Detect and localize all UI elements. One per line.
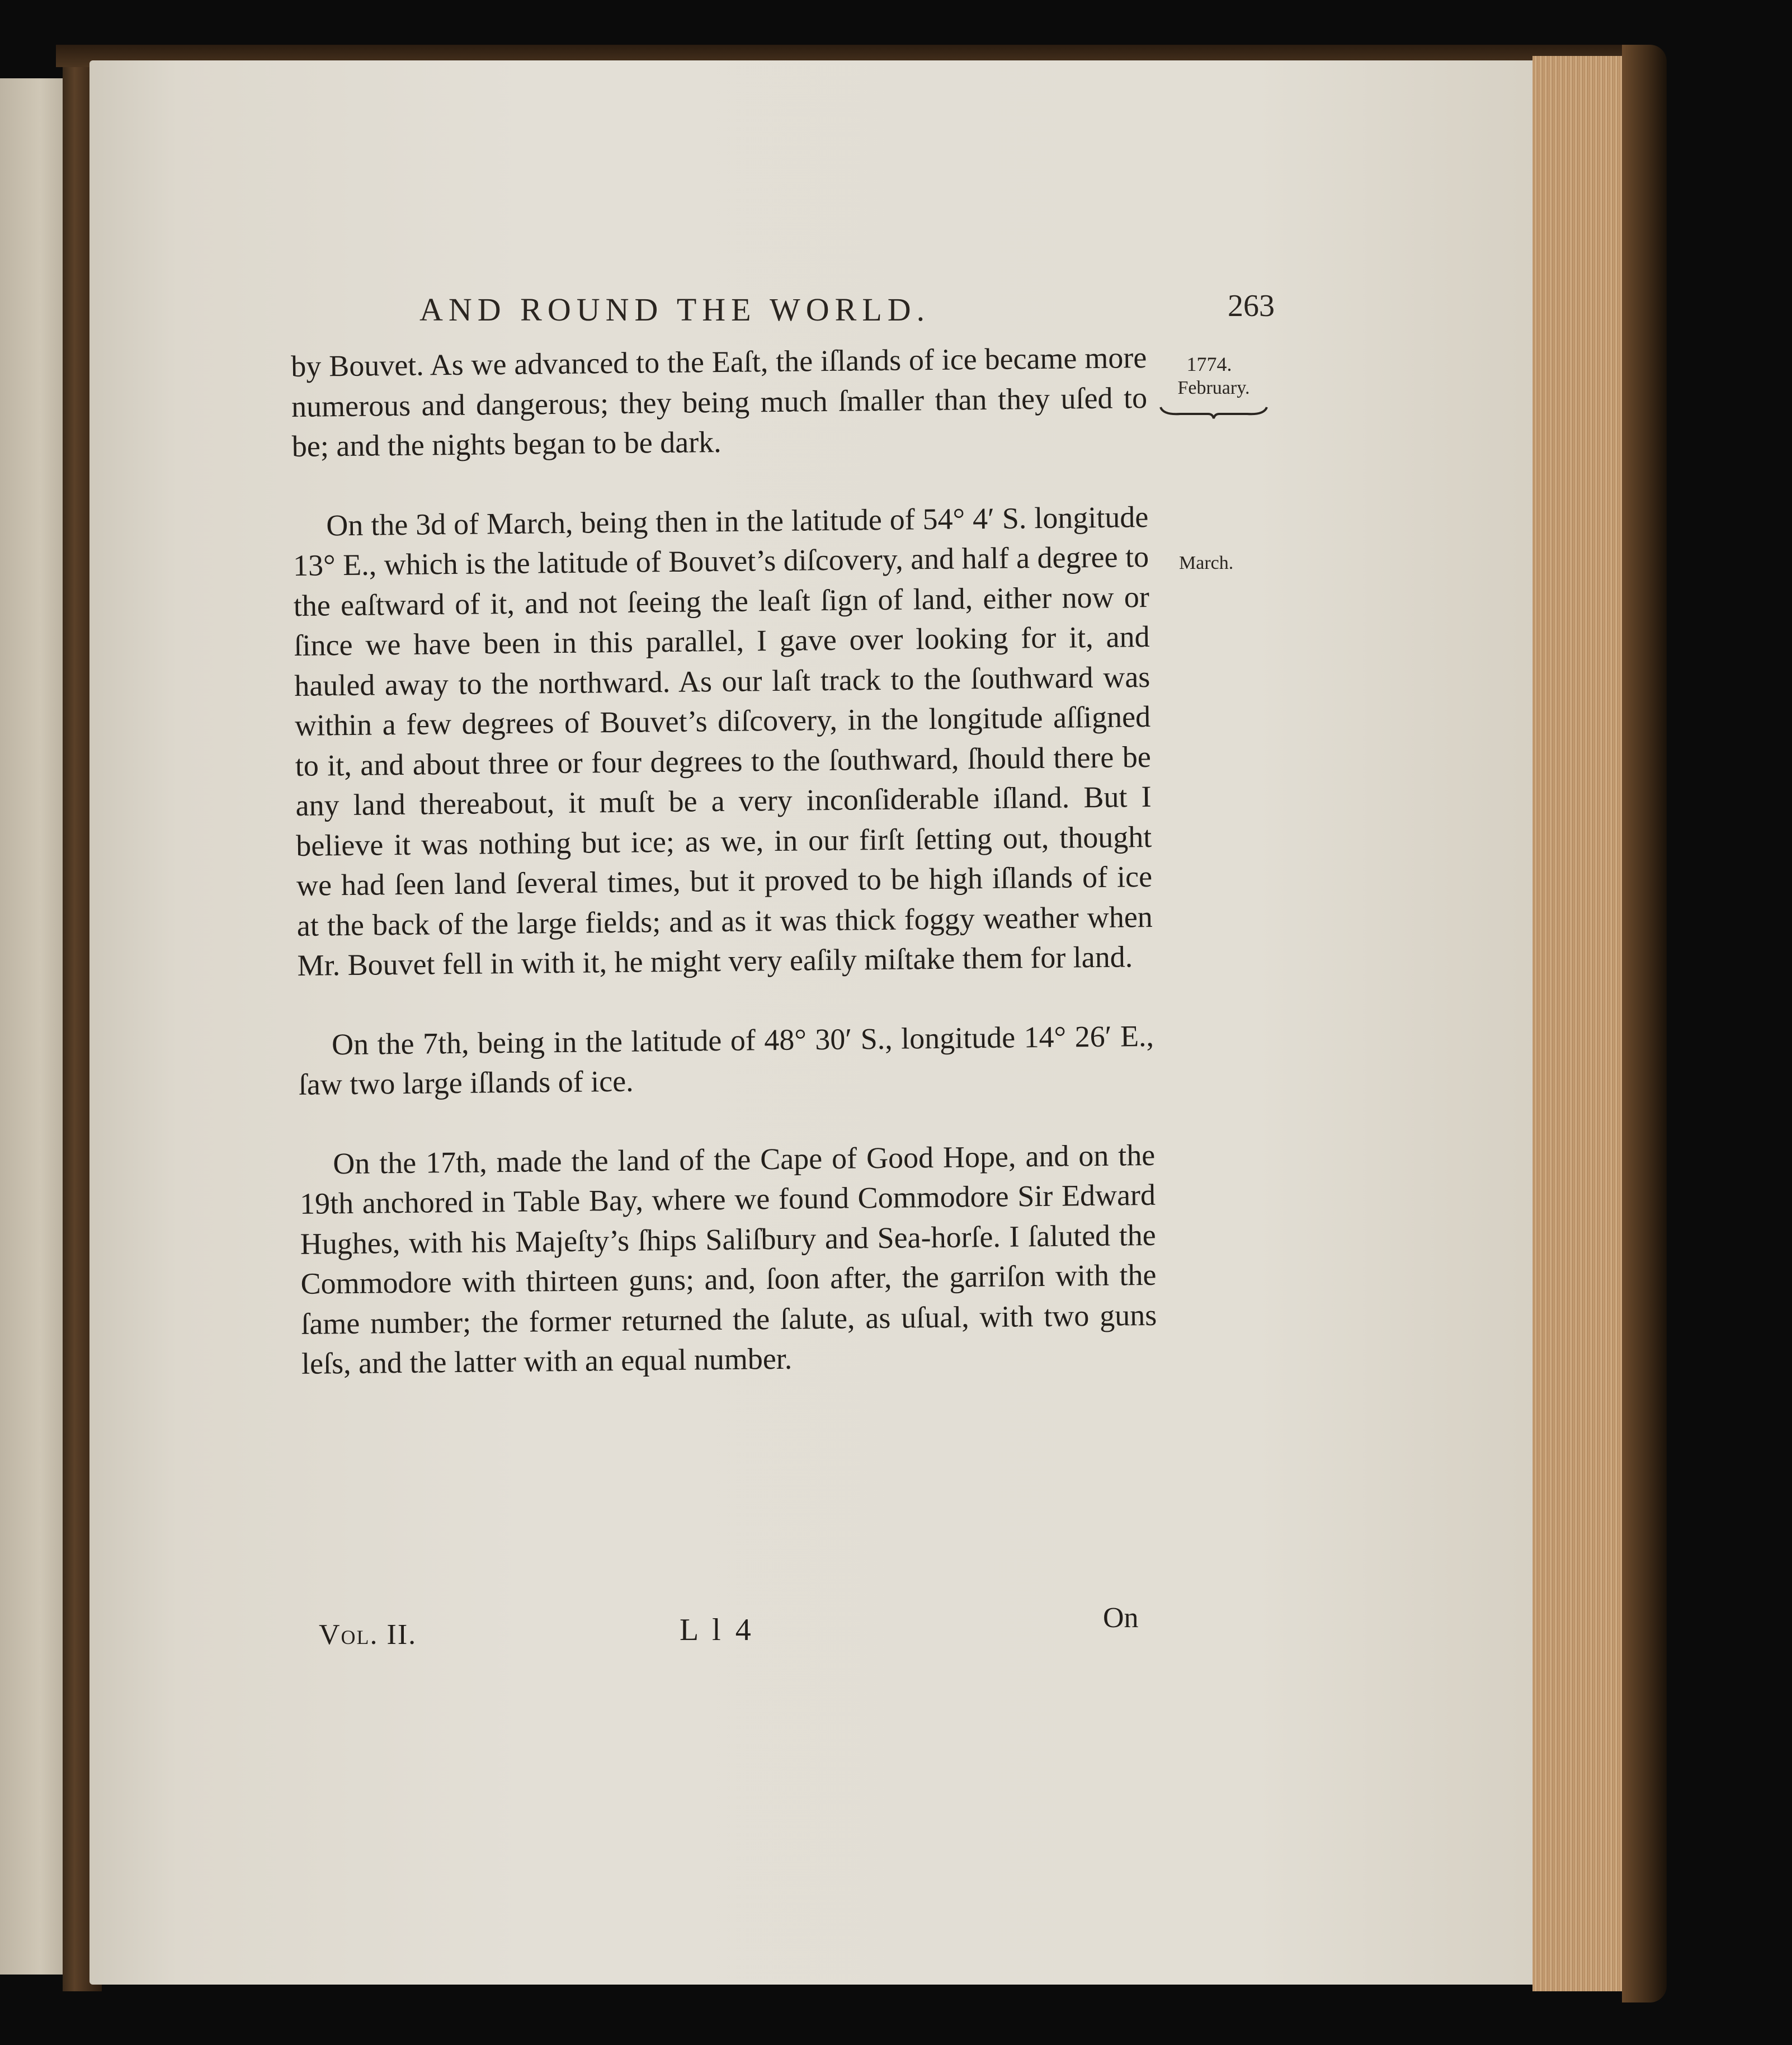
paragraph-1: by Bouvet. As we advanced to the Eaſt, the iſlands of ice became more numerous and dangerous; they being much ſmaller than they uſed to be; and the nights began to be dark.: [291, 340, 1148, 463]
paragraph-2: On the 3d of March, being then in the latitude of 54° 4′ S. longitude 13° E., which is the latitude of Bouvet’s diſcovery, and half a degree to the eaſtward of it, and not ſeeing the leaſt ſign of land, either now or ſince we have been in this parallel, I gave over looking for it, and hauled away to the northward. As our laſt track to the ſouthward was within a few degrees of Bouvet’s diſcovery, in the longitude aſſigned to it, and about three or four degrees to the ſouthward, ſhould there be any land thereabout, it muſt be a very inconſiderable iſland. But I believe it was nothing but ice; as we, in our firſt ſetting out, thought we had ſeen land ſeveral times, but it proved to be high iſlands of ice at the back of the large fields; and as it was thick foggy weather when Mr. Bouvet fell in with it, he might very eaſily miſtake them for land.: [293, 500, 1153, 982]
left-page-edge: [0, 78, 67, 1975]
margin-brace-icon: [1158, 403, 1270, 420]
footer-volume: Vol. II.: [319, 1619, 417, 1651]
margin-note-march: March.: [1179, 553, 1234, 573]
page-block-edge: [1532, 56, 1628, 1991]
body-text: [291, 338, 1157, 1384]
paragraph-3: On the 7th, being in the latitude of 48° 30′ S., longitude 14° 26′ E., ſaw two large iſlands of ice.: [298, 1019, 1154, 1101]
margin-note-february: February.: [1177, 378, 1250, 398]
footer-signature-mark: L l 4: [680, 1613, 754, 1647]
paragraph-4: On the 17th, made the land of the Cape of Good Hope, and on the 19th anchored in Table Bay, where we found Commodore Sir Edward Hughes, with his Majeſty’s ſhips Saliſbury and Sea-horſe. I ſaluted the Commodore with thirteen guns; and, ſoon after, the garriſon with the ſame number; the former returned the ſalute, as uſual, with two guns leſs, and the latter with an equal number.: [299, 1138, 1157, 1380]
page-number: 263: [1228, 289, 1275, 323]
running-head: AND ROUND THE WORLD.: [419, 291, 931, 328]
footer-catchword: On: [1103, 1602, 1139, 1634]
margin-note-year: 1774.: [1186, 353, 1232, 375]
book-cover-edge: [1622, 45, 1667, 2002]
